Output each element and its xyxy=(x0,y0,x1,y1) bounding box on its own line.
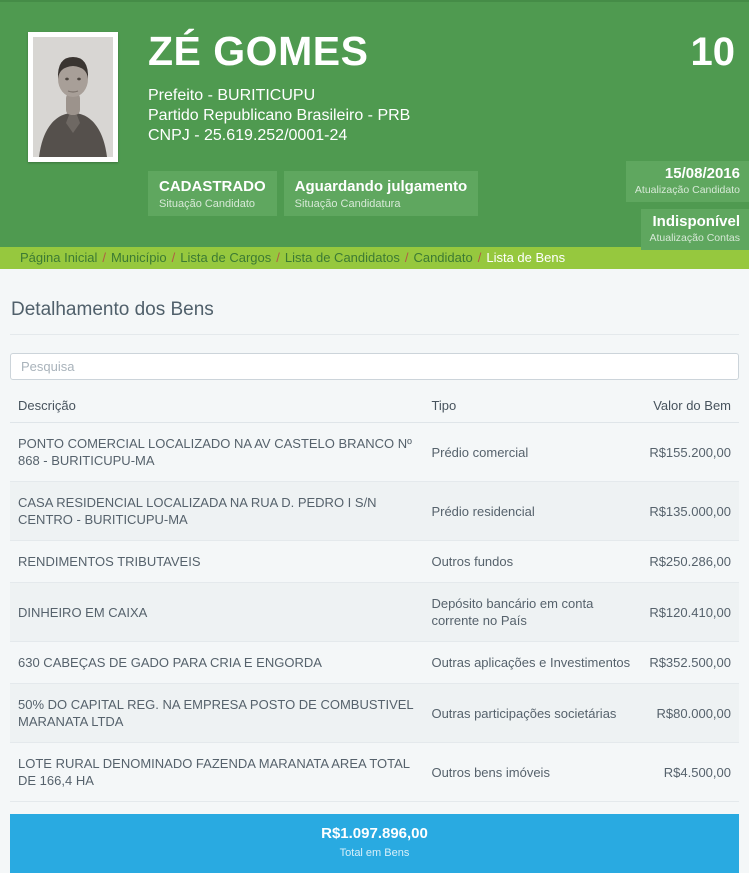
breadcrumb-item[interactable]: Página Inicial xyxy=(20,250,98,265)
breadcrumb-item[interactable]: Município xyxy=(110,250,167,265)
candidate-photo xyxy=(28,32,118,162)
column-header-tipo: Tipo xyxy=(423,388,641,423)
status-badges xyxy=(148,171,478,216)
cell-valor: R$352.500,00 xyxy=(641,642,739,684)
update-subtitle: Atualização Candidato xyxy=(634,184,740,196)
total-label: Total em Bens xyxy=(339,847,410,859)
status-badge-candidato xyxy=(148,171,277,216)
candidate-name: ZÉ GOMES xyxy=(148,28,369,74)
cell-valor: R$4.500,00 xyxy=(641,743,739,802)
cell-tipo: Outras participações societárias xyxy=(423,684,641,743)
update-boxes xyxy=(626,161,749,250)
cell-descricao: DINHEIRO EM CAIXA xyxy=(10,583,423,642)
table-row xyxy=(10,423,739,482)
update-candidato xyxy=(626,161,749,202)
bens-table-header xyxy=(10,388,739,423)
table-row xyxy=(10,743,739,802)
cell-descricao: CASA RESIDENCIAL LOCALIZADA NA RUA D. PEDRO I S/N CENTRO - BURITICUPU-MA xyxy=(10,482,423,541)
cell-descricao: LOTE RURAL DENOMINADO FAZENDA MARANATA AREA TOTAL DE 166,4 HA xyxy=(10,743,423,802)
table-row xyxy=(10,684,739,743)
cell-tipo: Prédio residencial xyxy=(423,482,641,541)
portrait-image xyxy=(33,37,113,157)
cell-tipo: Outras aplicações e Investimentos xyxy=(423,642,641,684)
candidate-id-block xyxy=(148,28,410,146)
breadcrumb-separator: / xyxy=(276,250,280,265)
breadcrumb-separator: / xyxy=(102,250,106,265)
breadcrumb-separator: / xyxy=(404,250,409,265)
table-row xyxy=(10,583,739,642)
status-badge-subtitle: Situação Candidatura xyxy=(294,198,401,210)
breadcrumb-item[interactable]: Candidato xyxy=(413,250,473,265)
cell-descricao: RENDIMENTOS TRIBUTAVEIS xyxy=(10,541,423,583)
breadcrumb-separator: / xyxy=(171,250,176,265)
total-bar xyxy=(10,814,739,873)
cell-valor: R$155.200,00 xyxy=(641,423,739,482)
candidate-role: Prefeito - BURITICUPU xyxy=(148,87,316,104)
cell-descricao: PONTO COMERCIAL LOCALIZADO NA AV CASTELO BRANCO Nº 868 - BURITICUPU-MA xyxy=(10,423,423,482)
cell-descricao: 50% DO CAPITAL REG. NA EMPRESA POSTO DE COMBUSTIVEL MARANATA LTDA xyxy=(10,684,423,743)
update-title: Indisponível xyxy=(652,213,740,230)
cell-tipo: Depósito bancário em conta corrente no País xyxy=(423,583,641,642)
cell-descricao: 630 CABEÇAS DE GADO PARA CRIA E ENGORDA xyxy=(10,642,423,684)
table-row xyxy=(10,541,739,583)
status-badge-candidatura xyxy=(284,171,479,216)
table-row xyxy=(10,642,739,684)
table-row xyxy=(10,482,739,541)
divider xyxy=(10,334,739,335)
column-header-descricao: Descrição xyxy=(10,388,423,423)
breadcrumb-item[interactable]: Lista de Candidatos xyxy=(284,250,400,265)
cell-valor: R$120.410,00 xyxy=(641,583,739,642)
breadcrumb-item[interactable]: Lista de Bens xyxy=(486,250,566,265)
bens-table xyxy=(10,388,739,802)
ballot-number: 10 xyxy=(690,30,735,74)
cell-tipo: Prédio comercial xyxy=(423,423,641,482)
breadcrumb-separator: / xyxy=(477,250,482,265)
breadcrumb xyxy=(0,247,749,269)
status-badge-title: Aguardando julgamento xyxy=(294,178,468,195)
cell-valor: R$80.000,00 xyxy=(641,684,739,743)
update-contas xyxy=(641,209,749,250)
candidate-cnpj: CNPJ - 25.619.252/0001-24 xyxy=(148,127,348,144)
bens-table-body xyxy=(10,423,739,802)
main-content xyxy=(0,299,749,873)
page-title: Detalhamento dos Bens xyxy=(11,299,214,320)
candidate-header xyxy=(0,0,749,247)
status-badge-subtitle: Situação Candidato xyxy=(159,198,256,210)
cell-tipo: Outros fundos xyxy=(423,541,641,583)
breadcrumb-item[interactable]: Lista de Cargos xyxy=(180,250,272,265)
update-subtitle: Atualização Contas xyxy=(649,232,740,244)
status-badge-title: CADASTRADO xyxy=(159,178,266,195)
column-header-valor: Valor do Bem xyxy=(641,388,739,423)
search-input[interactable] xyxy=(10,353,739,380)
cell-tipo: Outros bens imóveis xyxy=(423,743,641,802)
total-value: R$1.097.896,00 xyxy=(321,825,428,842)
cell-valor: R$135.000,00 xyxy=(641,482,739,541)
candidate-party: Partido Republicano Brasileiro - PRB xyxy=(148,107,411,124)
cell-valor: R$250.286,00 xyxy=(641,541,739,583)
update-title: 15/08/2016 xyxy=(664,165,740,182)
